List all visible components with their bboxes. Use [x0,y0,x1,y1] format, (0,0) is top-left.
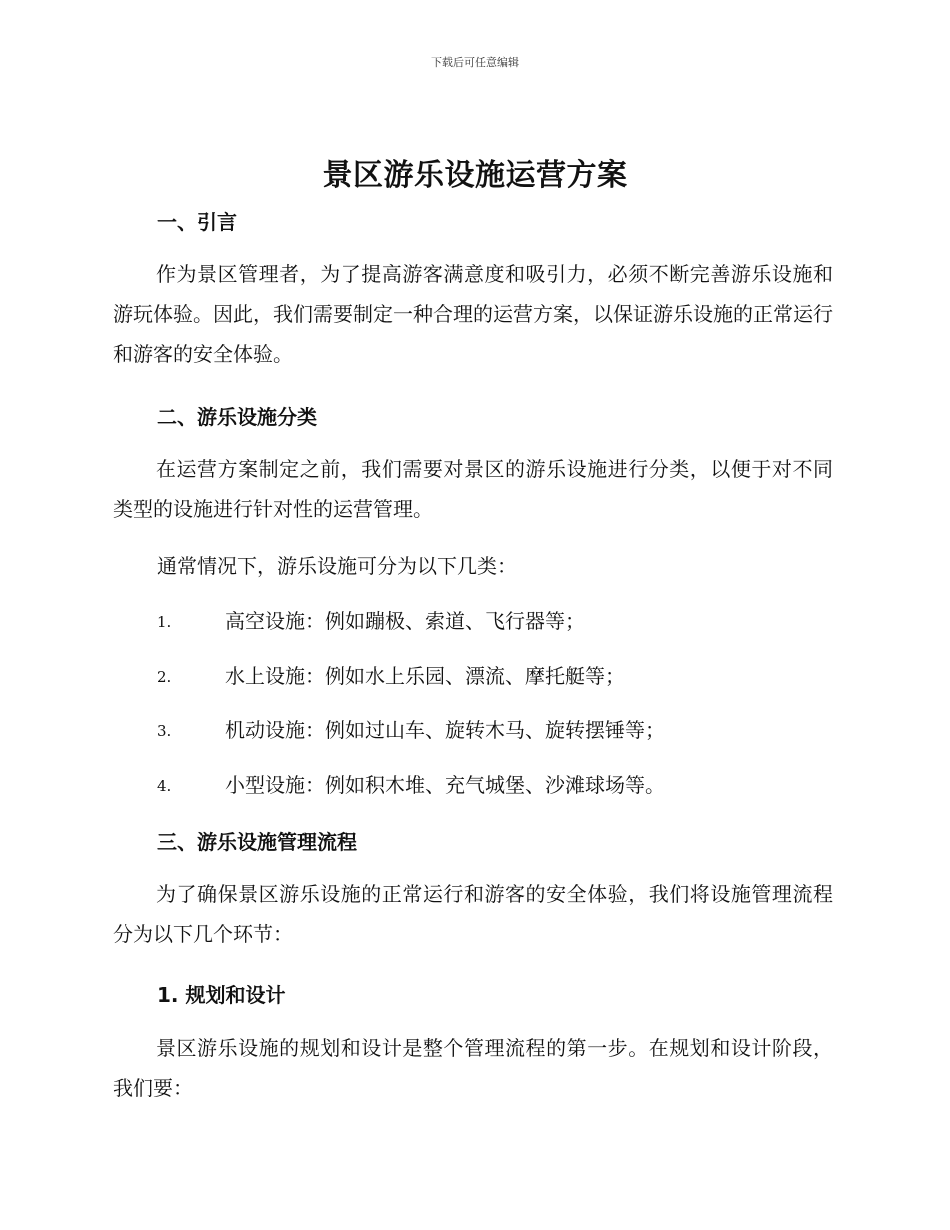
list-item [157,662,837,690]
list-item-number: 2. [157,668,172,686]
list-item-number: 1. [157,613,172,631]
list-item-number: 3. [157,722,172,740]
list-item [157,771,837,799]
list-item-text: 机动设施：例如过山车、旋转木马、旋转摆锤等； [225,718,665,742]
section-heading-process: 三、游乐设施管理流程 [157,830,357,854]
section-heading-intro: 一、引言 [157,210,237,234]
list-item [157,607,837,635]
header-note: 下载后可任意编辑 [431,56,519,69]
section-heading-classification: 二、游乐设施分类 [157,405,317,429]
classification-paragraph: 在运营方案制定之前，我们需要对景区的游乐设施进行分类，以便于对不同类型的设施进行针对性的运营管理。 [113,457,833,521]
list-item-text: 高空设施：例如蹦极、索道、飞行器等； [225,609,585,633]
list-item-text: 水上设施：例如水上乐园、漂流、摩托艇等； [225,664,625,688]
document-title: 景区游乐设施运营方案 [322,158,628,193]
subsection-heading-planning: 1. 规划和设计 [157,983,286,1007]
list-item-number: 4. [157,777,172,795]
planning-paragraph: 景区游乐设施的规划和设计是整个管理流程的第一步。在规划和设计阶段，我们要： [113,1036,833,1100]
intro-paragraph: 作为景区管理者，为了提高游客满意度和吸引力，必须不断完善游乐设施和游玩体验。因此，我们需要制定一种合理的运营方案，以保证游乐设施的正常运行和游客的安全体验。 [113,262,833,366]
process-paragraph: 为了确保景区游乐设施的正常运行和游客的安全体验，我们将设施管理流程分为以下几个环节： [113,882,833,946]
list-item-text: 小型设施：例如积木堆、充气城堡、沙滩球场等。 [225,773,665,797]
classification-lead: 通常情况下，游乐设施可分为以下几类： [157,554,517,578]
list-item [157,716,837,744]
